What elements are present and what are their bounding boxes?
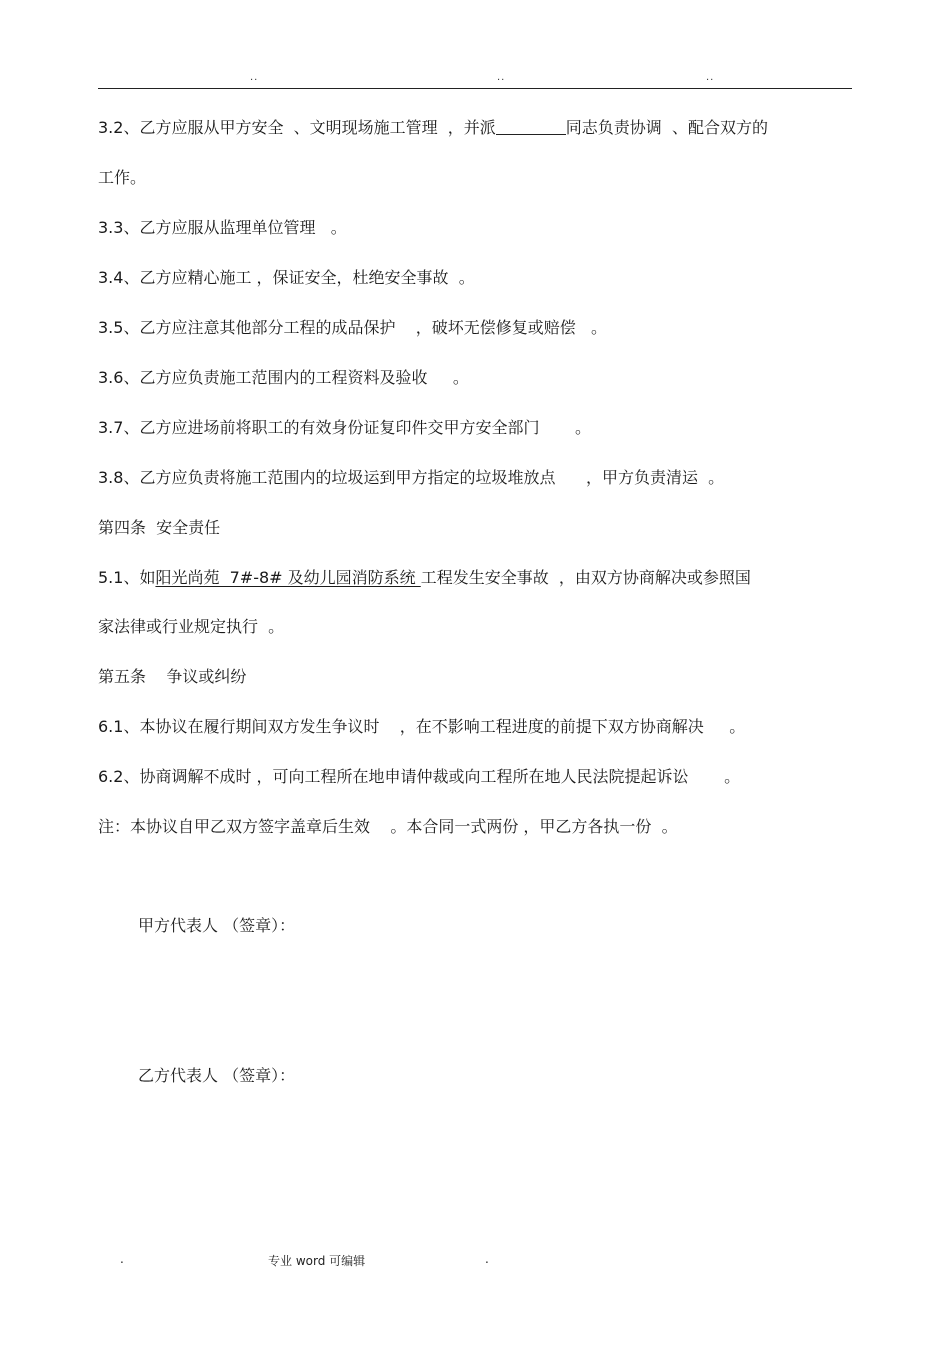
clause-3-8: 3.8、乙方应负责将施工范围内的垃圾运到甲方指定的垃圾堆放点 ，甲方负责清运 。 <box>98 468 725 487</box>
clause-3-2 <box>98 118 768 138</box>
header-dots-right: .. <box>706 72 715 83</box>
note: 注：本协议自甲乙双方签字盖章后生效 。本合同一式两份 ，甲乙方各执一份 。 <box>98 817 678 836</box>
header-rule <box>98 88 852 89</box>
fill-in-blank <box>496 118 566 135</box>
clause-3-2-text-cont: 同志负责协调 、配合双方的 <box>565 118 768 137</box>
article-5-heading: 第五条 争议或纠纷 <box>98 667 247 686</box>
clause-3-4: 3.4、乙方应精心施工 ，保证安全，杜绝安全事故 。 <box>98 268 475 287</box>
clause-3-2-wrap: 工作。 <box>98 168 147 187</box>
clause-5-1 <box>98 568 751 588</box>
project-name: 阳光尚苑 7#-8# 及幼儿园消防系统 <box>155 568 421 587</box>
clause-3-7: 3.7、乙方应进场前将职工的有效身份证复印件交甲方安全部门 。 <box>98 418 592 437</box>
article-4-heading: 第四条 安全责任 <box>98 518 221 537</box>
clause-5-1-text: 5.1、如 <box>98 568 156 587</box>
footer-dot-right: . <box>485 1252 489 1266</box>
clause-3-5: 3.5、乙方应注意其他部分工程的成品保护 ，破坏无偿修复或赔偿 。 <box>98 318 608 337</box>
clause-5-1-text-cont: 工程发生安全事故 ，由双方协商解决或参照国 <box>420 568 751 587</box>
clause-6-2: 6.2、协商调解不成时 ，可向工程所在地申请仲裁或向工程所在地人民法院提起诉讼 。 <box>98 767 741 786</box>
header-dots-center: .. <box>497 72 506 83</box>
footer-caption: 专业 word 可编辑 <box>268 1254 366 1268</box>
clause-6-1: 6.1、本协议在履行期间双方发生争议时 ，在不影响工程进度的前提下双方协商解决 。 <box>98 717 746 736</box>
clause-3-6: 3.6、乙方应负责施工范围内的工程资料及验收 。 <box>98 368 469 387</box>
clause-5-1-wrap: 家法律或行业规定执行 。 <box>98 617 285 636</box>
party-a-signature-label: 甲方代表人 （签章）： <box>138 916 296 935</box>
header-dots-left: .. <box>250 72 259 83</box>
footer-dot-left: . <box>120 1252 124 1266</box>
clause-3-3: 3.3、乙方应服从监理单位管理 。 <box>98 218 347 237</box>
clause-3-2-text: 3.2、乙方应服从甲方安全 、文明现场施工管理 ，并派 <box>98 118 496 137</box>
party-b-signature-label: 乙方代表人 （签章）： <box>138 1066 296 1085</box>
